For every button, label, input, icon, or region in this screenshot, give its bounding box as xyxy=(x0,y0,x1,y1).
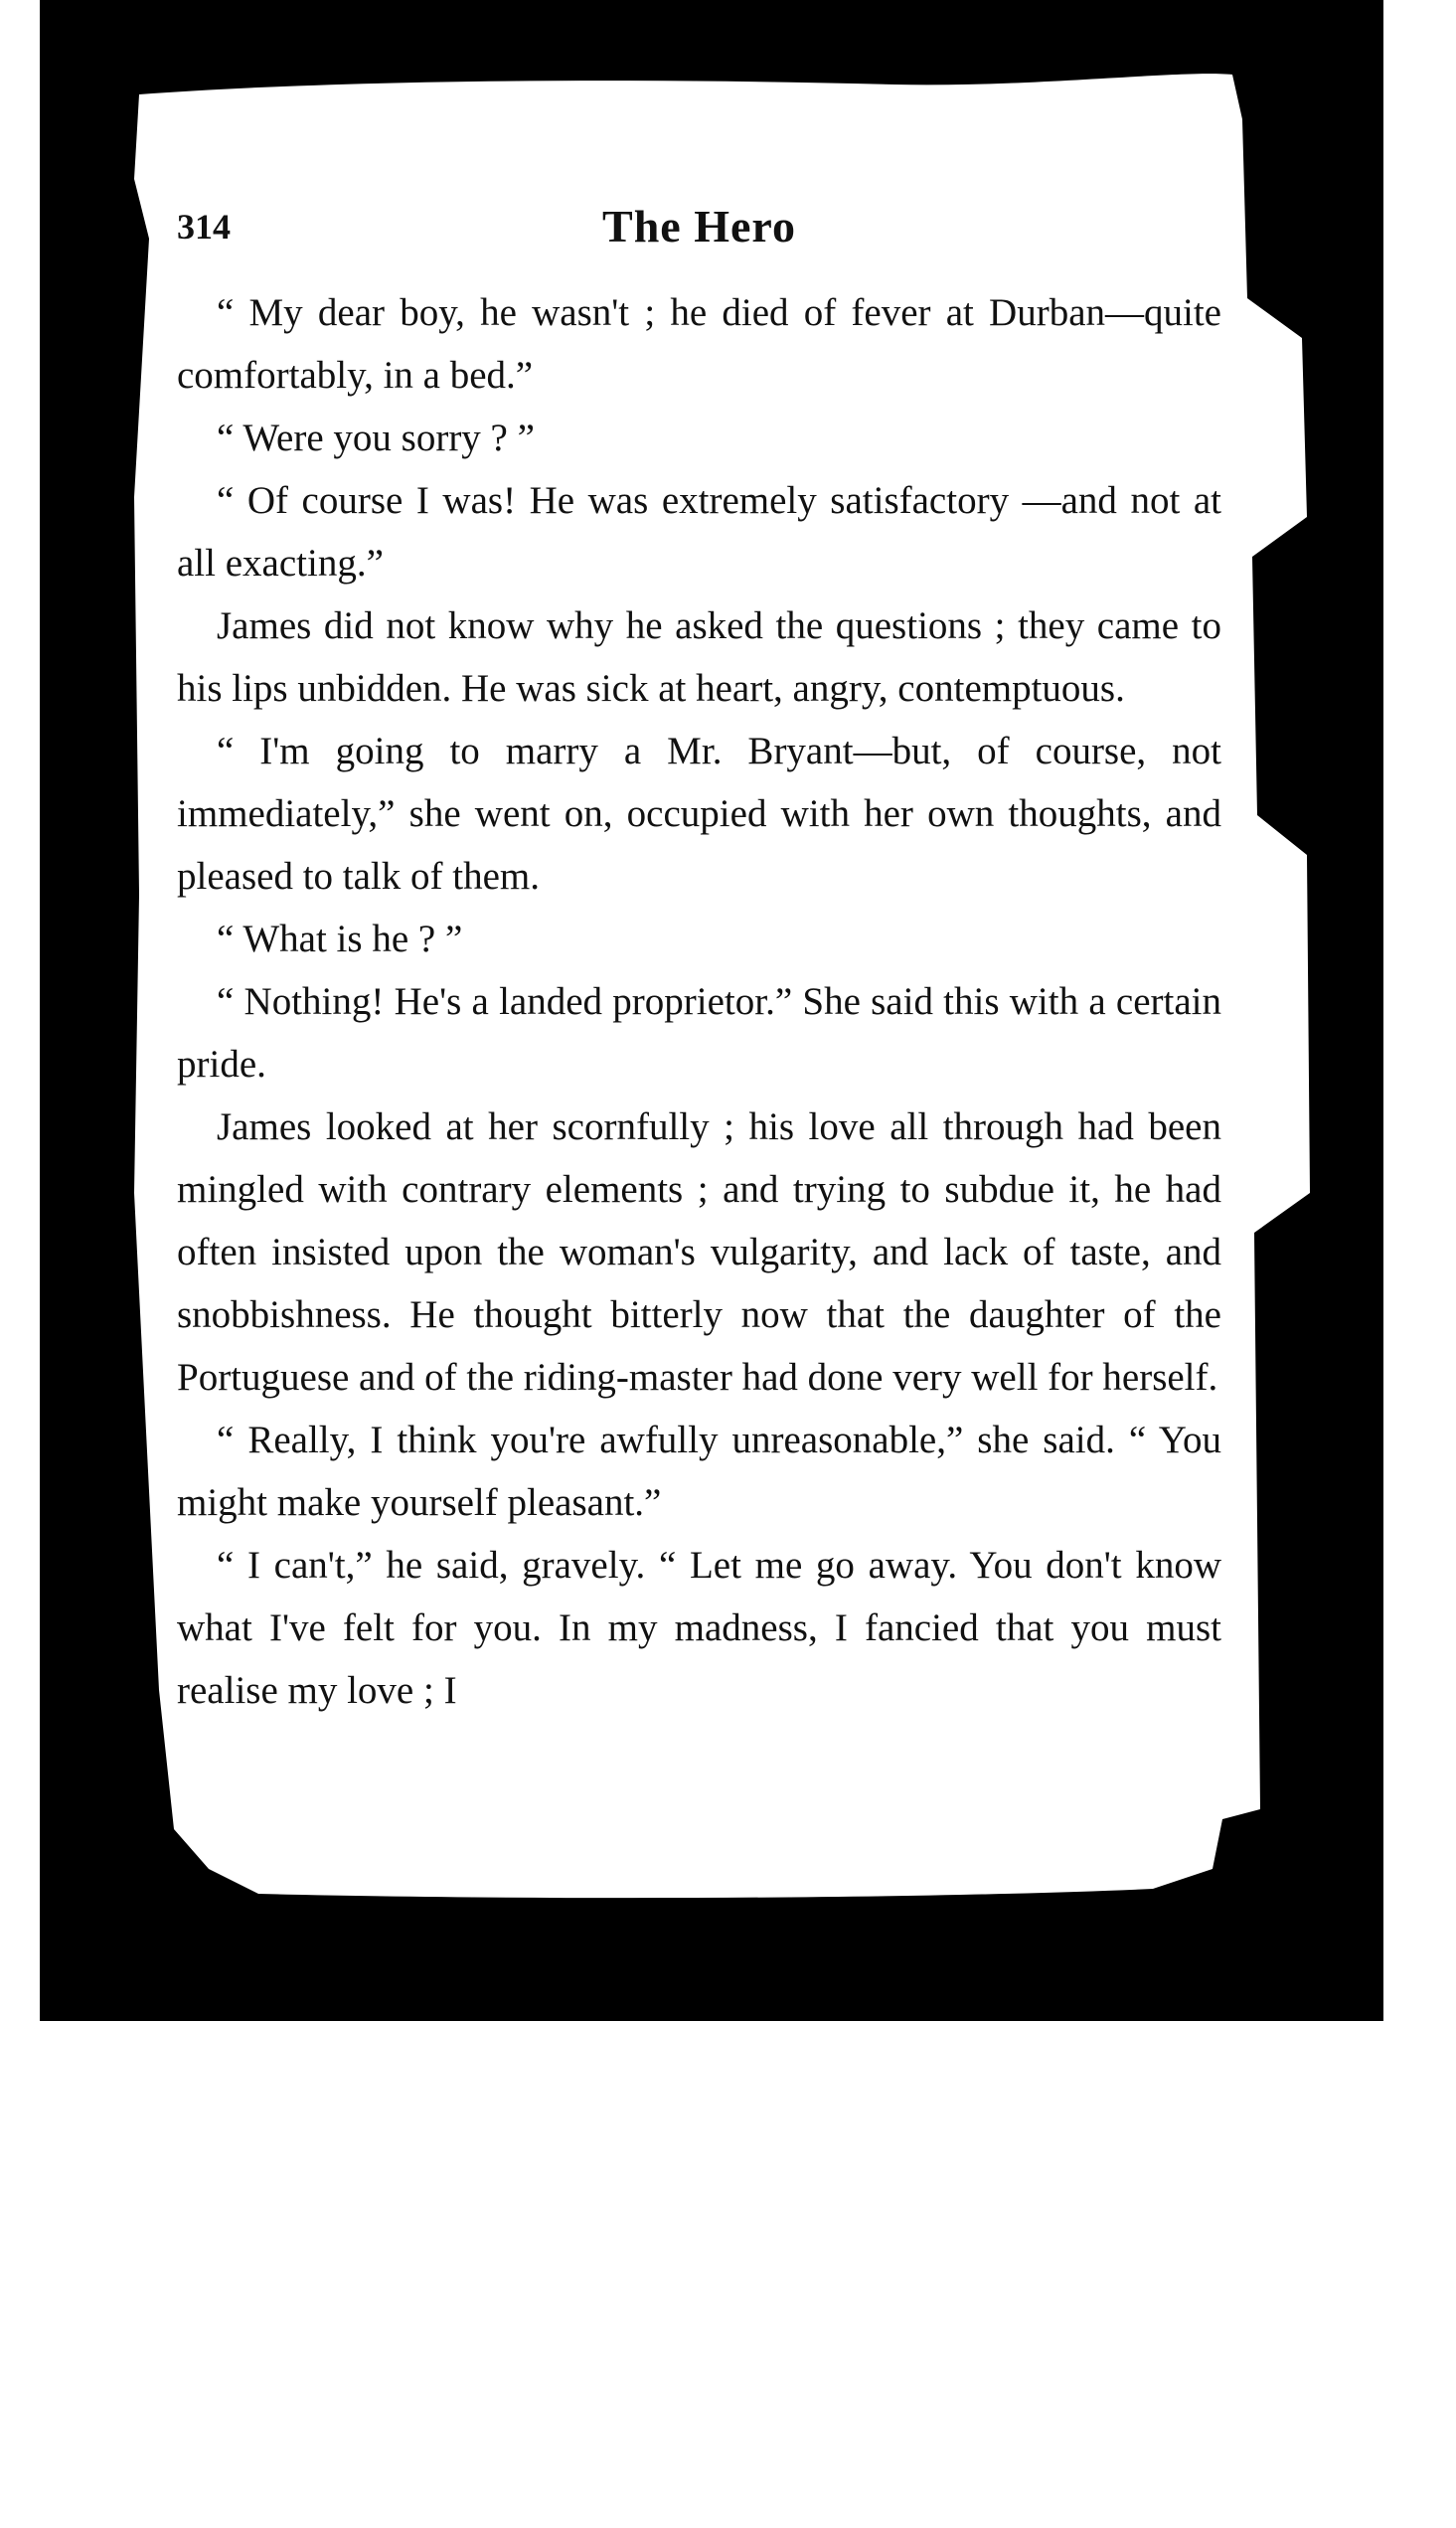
page-header xyxy=(177,197,1221,256)
paragraph: “ I'm going to marry a Mr. Bryant—but, of course, not immediately,” she went on, occupied with her own thoughts, and pleased to talk of them. xyxy=(177,730,1221,898)
paragraph: “ I can't,” he said, gravely. “ Let me go away. You don't know what I've felt for you. In my madness, I fancied that you must realise my love ; I xyxy=(177,1544,1221,1712)
paragraph: “ My dear boy, he wasn't ; he died of fever at Durban—quite comfortably, in a bed.” xyxy=(177,291,1221,397)
running-title: The Hero xyxy=(602,201,796,252)
book-page xyxy=(177,197,1221,1722)
page-number: 314 xyxy=(177,207,231,247)
body-text xyxy=(177,281,1221,1722)
paragraph: James did not know why he asked the questions ; they came to his lips unbidden. He was sick at heart, angry, contemptuous. xyxy=(177,604,1221,710)
paragraph: “ Of course I was! He was extremely satisfactory —and not at all exacting.” xyxy=(177,479,1221,585)
paragraph: “ Nothing! He's a landed proprietor.” She said this with a certain pride. xyxy=(177,980,1221,1086)
paragraph: “ Were you sorry ? ” xyxy=(217,417,535,459)
paragraph: “ Really, I think you're awfully unreasonable,” she said. “ You might make yourself pleasant.” xyxy=(177,1419,1221,1524)
paragraph: James looked at her scornfully ; his love all through had been mingled with contrary elements ; and trying to subdue it, he had often insisted upon the woman's vulgarity, and lack of taste, and snobbishness. He thought bitterly now that the daughter of the Portuguese and of the riding-master had done very well for herself. xyxy=(177,1105,1221,1399)
paragraph: “ What is he ? ” xyxy=(217,918,463,960)
